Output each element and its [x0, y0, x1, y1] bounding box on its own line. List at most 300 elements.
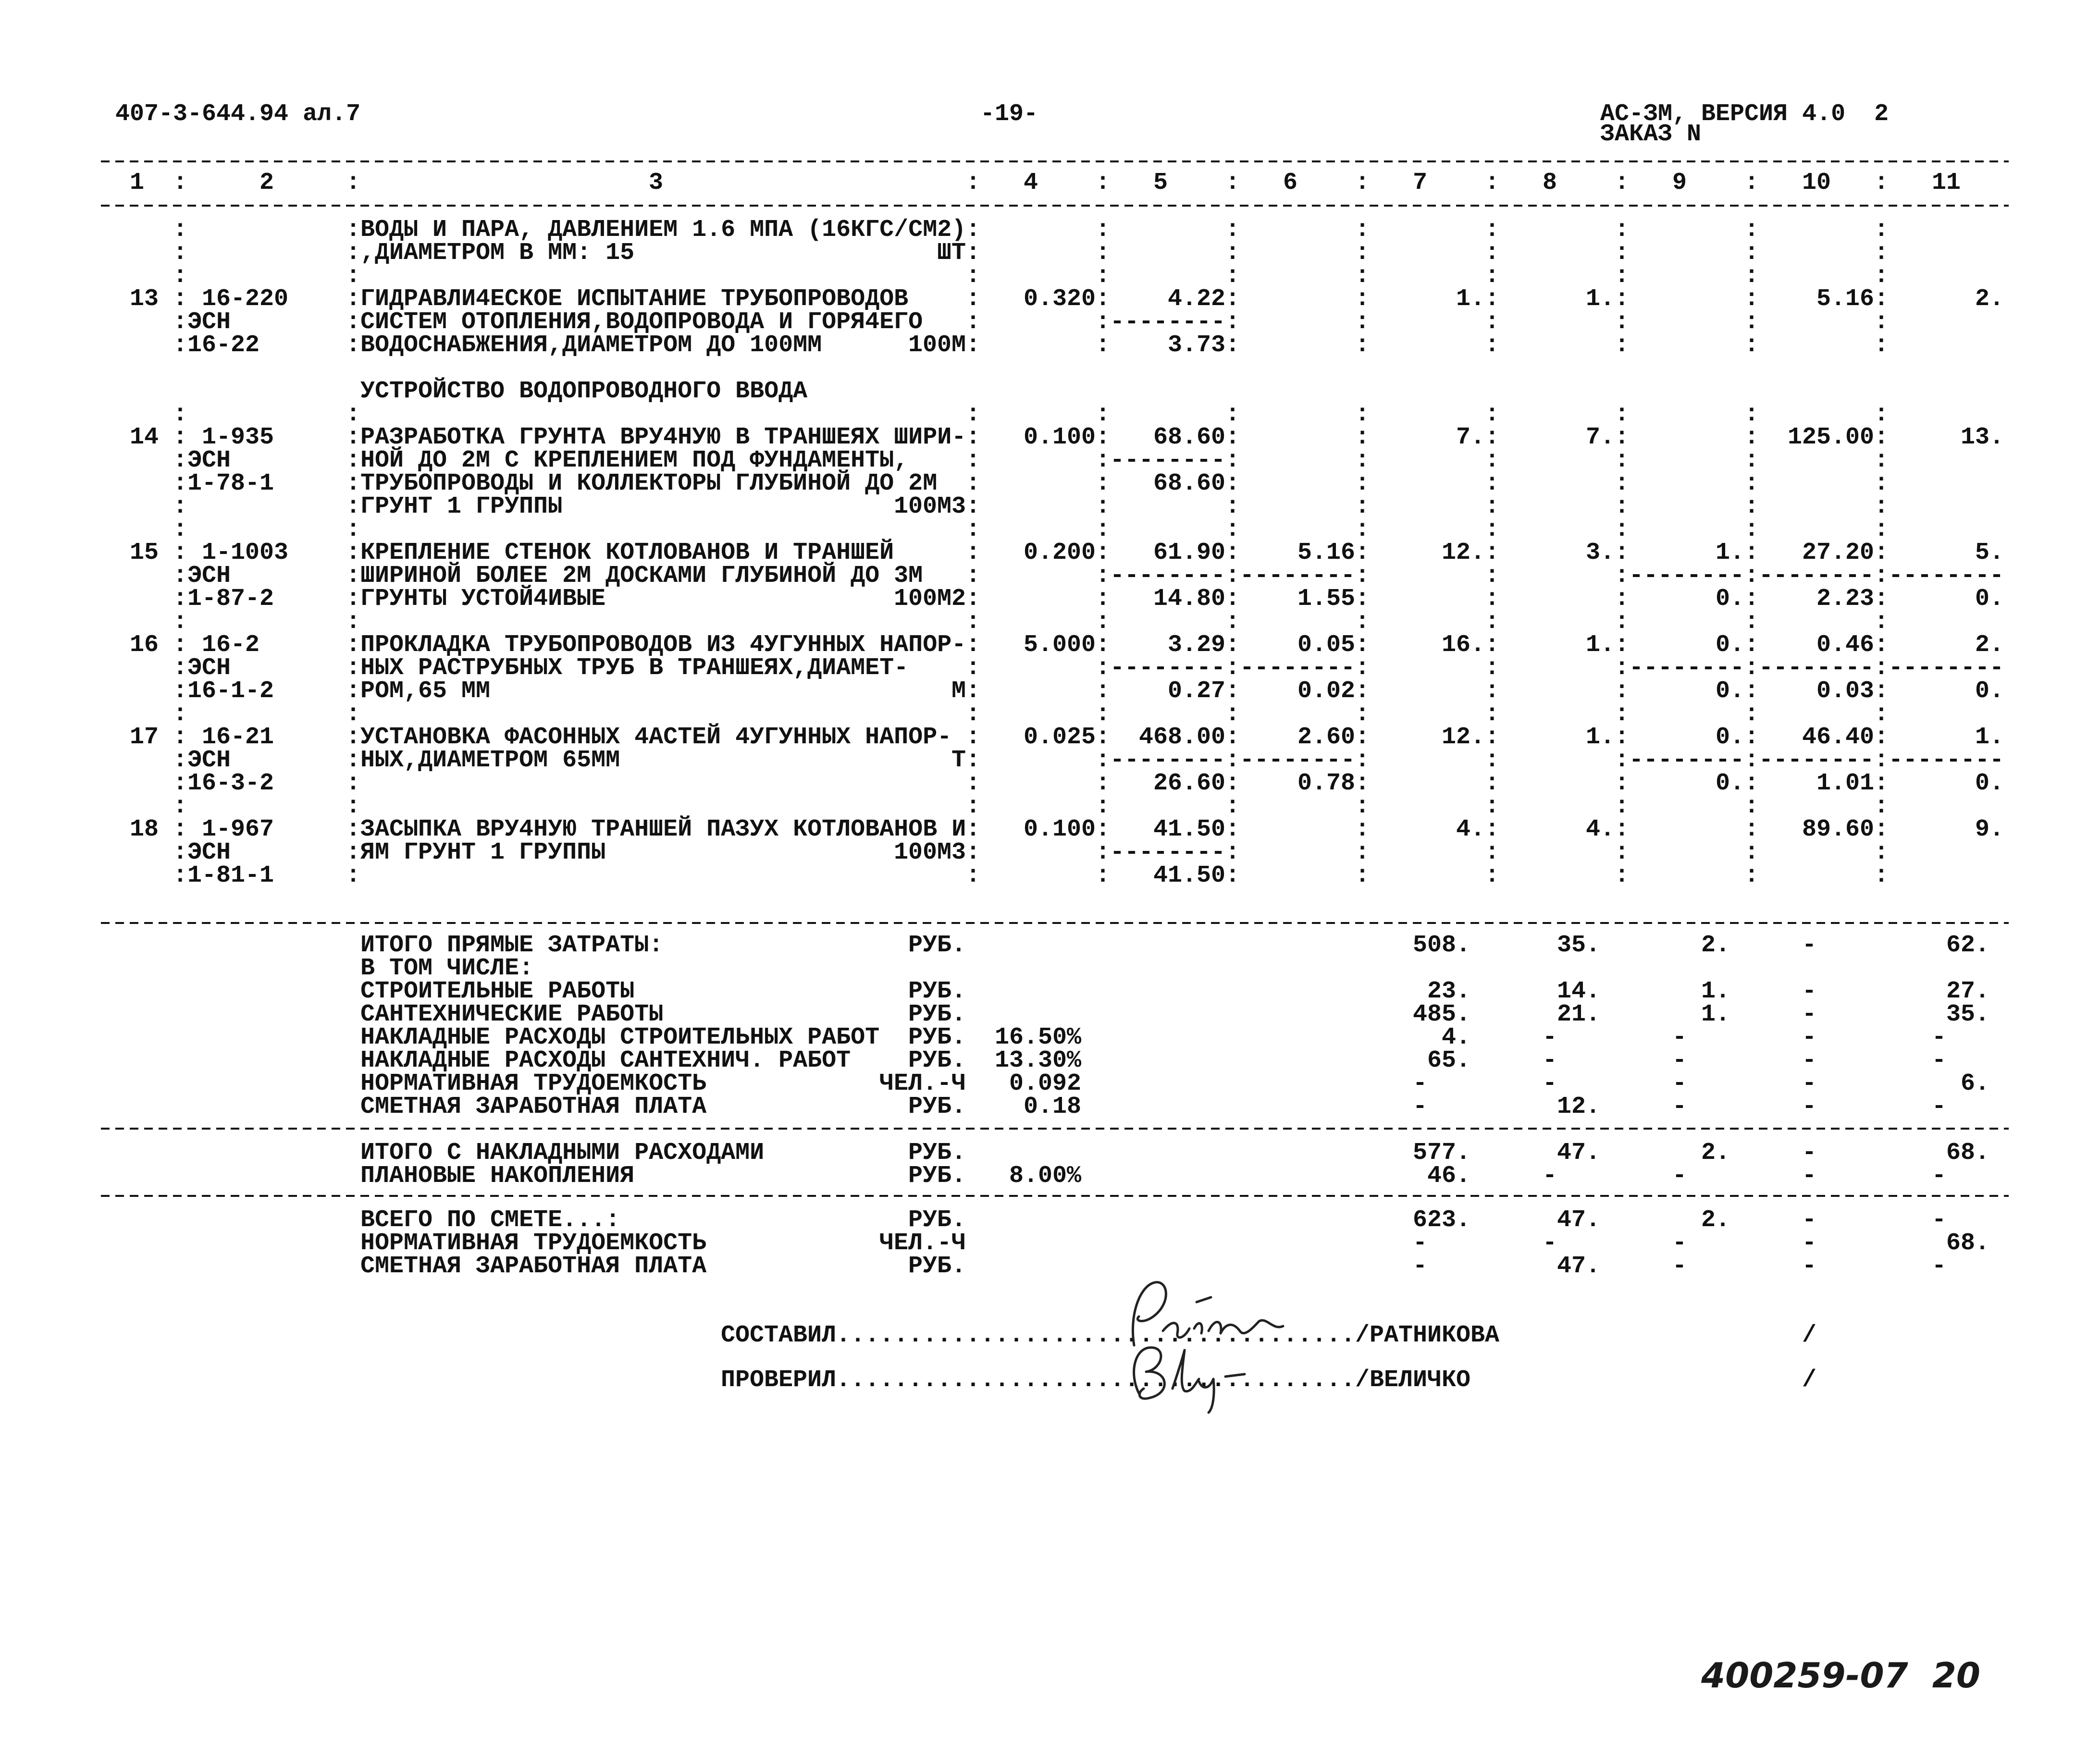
column-separator: : — [1096, 816, 1111, 843]
checked-date-slash: / — [1802, 1366, 1817, 1394]
column-separator: : — [1485, 585, 1500, 613]
totals-value-col-11: 6. — [1960, 1070, 1989, 1097]
totals-value-col-9: - — [1672, 1093, 1687, 1120]
column-number-4: 4 — [1024, 169, 1038, 197]
totals-label: ВСЕГО ПО СМЕТЕ...: — [360, 1206, 620, 1234]
totals-unit: РУБ. — [908, 1047, 966, 1074]
column-separator: : — [966, 308, 981, 336]
column-separator: : — [1355, 470, 1370, 497]
totals-unit: РУБ. — [908, 932, 966, 959]
column-separator: : — [1744, 216, 1759, 244]
totals-label: НАКЛАДНЫЕ РАСХОДЫ СТРОИТЕЛЬНЫХ РАБОТ — [360, 1024, 880, 1051]
column-separator: : — [1355, 631, 1370, 659]
column-separator: : — [1744, 169, 1759, 197]
column-separator: : — [1615, 862, 1630, 889]
totals-value-col-9: 2. — [1701, 932, 1730, 959]
value-col-10: 5.16 — [1816, 285, 1874, 313]
column-separator: : — [1615, 608, 1630, 636]
rate-code: 1-87-2 — [187, 585, 274, 613]
column-separator: : — [346, 539, 361, 566]
value-col-4: 0.025 — [1023, 724, 1096, 751]
column-separator: : — [173, 539, 188, 566]
value-col-6: 0.02 — [1297, 677, 1355, 705]
column-separator: : — [346, 677, 361, 705]
work-description: НЫХ РАСТРУБНЫХ ТРУБ В ТРАНШЕЯХ,ДИАМЕТ- — [360, 654, 909, 682]
totals-unit: РУБ. — [908, 1001, 966, 1028]
column-separator: : — [173, 839, 188, 866]
column-separator: : — [1355, 770, 1370, 797]
value-col-9: 0. — [1715, 677, 1744, 705]
column-separator: : — [173, 262, 188, 290]
column-separator: : — [1225, 516, 1240, 543]
column-separator: : — [966, 493, 981, 520]
column-separator: : — [1485, 539, 1500, 566]
column-separator: : — [1615, 816, 1630, 843]
work-description: ШИРИНОЙ БОЛЕЕ 2М ДОСКАМИ ГЛУБИНОЙ ДО 3М — [360, 562, 923, 590]
column-number-10: 10 — [1802, 169, 1831, 197]
totals-value-col-8: 35. — [1556, 932, 1600, 959]
column-separator: : — [1225, 747, 1240, 774]
totals-value-col-7: - — [1412, 1070, 1427, 1097]
totals-value-col-8: 47. — [1556, 1206, 1600, 1234]
compiled-by-line — [101, 1324, 2009, 1347]
column-separator: : — [346, 285, 361, 313]
value-col-8: 1. — [1585, 724, 1615, 751]
column-separator: : — [1355, 677, 1370, 705]
value-col-8: 1. — [1585, 285, 1615, 313]
value-col-9: 0. — [1715, 724, 1744, 751]
column-separator: : — [966, 285, 981, 313]
compiled-date-slash: / — [1802, 1322, 1817, 1349]
column-separator: : — [1615, 169, 1630, 197]
checked-by-line — [101, 1366, 2009, 1394]
cell-split-dashes: -------- — [1110, 447, 1226, 474]
column-separator: : — [1096, 424, 1111, 451]
column-separator: : — [1355, 262, 1370, 290]
column-separator: : — [346, 608, 361, 636]
value-col-5: 41.50 — [1153, 816, 1225, 843]
column-separator: : — [1096, 285, 1111, 313]
totals-value-col-8: - — [1542, 1162, 1557, 1190]
totals-value-col-9: - — [1672, 1070, 1687, 1097]
value-col-7: 16. — [1441, 631, 1485, 659]
item-17-line — [101, 726, 2009, 749]
totals-unit: РУБ. — [908, 1139, 966, 1167]
totals-label: ИТОГО С НАКЛАДНЫМИ РАСХОДАМИ — [360, 1139, 765, 1167]
totals-row — [101, 1139, 2009, 1167]
work-description: РАЗРАБОТКА ГРУНТА ВРУ4НУЮ В ТРАНШЕЯХ ШИРИ- — [360, 424, 966, 451]
column-separator: : — [966, 401, 981, 428]
unit: 100М2 — [893, 585, 966, 613]
totals-value-col-10: - — [1802, 1139, 1816, 1167]
value-col-5: 14.80 — [1153, 585, 1225, 613]
value-col-10: 27.20 — [1802, 539, 1874, 566]
column-separator: : — [1744, 770, 1759, 797]
column-separator: : — [1225, 816, 1240, 843]
value-col-5: 3.29 — [1167, 631, 1225, 659]
column-separator: : — [1874, 839, 1889, 866]
column-separator: : — [1096, 470, 1111, 497]
totals-row — [101, 957, 2009, 980]
rate-code: ЭСН — [187, 747, 231, 774]
totals-row — [101, 1206, 2009, 1234]
column-separator: : — [1485, 447, 1500, 474]
totals-unit: ЧЕЛ.-Ч — [879, 1230, 966, 1257]
rate-code: ЭСН — [187, 308, 231, 336]
totals-unit: РУБ. — [908, 1162, 966, 1190]
column-separator: : — [1096, 516, 1111, 543]
value-col-9: 0. — [1715, 631, 1744, 659]
divider — [101, 1195, 2009, 1197]
column-separator: : — [1225, 839, 1240, 866]
program-version: АС-ЗМ, ВЕРСИЯ 4.0 2 — [1600, 100, 1889, 128]
work-description: ГИДРАВЛИ4ЕСКОЕ ИСПЫТАНИЕ ТРУБОПРОВОДОВ — [360, 285, 909, 313]
column-number-6: 6 — [1283, 169, 1298, 197]
column-separator: : — [173, 285, 188, 313]
rate-code: 16-220 — [202, 285, 289, 313]
rate-code: 1-1003 — [202, 539, 289, 566]
value-col-9: 0. — [1715, 585, 1744, 613]
value-col-11: 0. — [1975, 677, 2004, 705]
value-col-11: 2. — [1975, 631, 2004, 659]
item-number: 15 — [129, 539, 159, 566]
column-separator: : — [966, 216, 981, 244]
column-separator: : — [1744, 285, 1759, 313]
value-col-7: 1. — [1456, 285, 1485, 313]
totals-value-col-9: 2. — [1701, 1206, 1730, 1234]
cell-split-dashes: -------- — [1629, 747, 1745, 774]
column-separator: : — [173, 654, 188, 682]
column-separator: : — [1874, 493, 1889, 520]
column-separator: : — [1874, 239, 1889, 267]
value-col-7: 7. — [1456, 424, 1485, 451]
totals-row — [101, 1026, 2009, 1049]
column-separator: : — [1874, 262, 1889, 290]
totals-value-col-11: - — [1931, 1047, 1946, 1074]
item-number: 18 — [129, 816, 159, 843]
divider — [101, 205, 2009, 207]
column-separator: : — [1485, 839, 1500, 866]
column-separator: : — [173, 701, 188, 728]
column-separator: : — [346, 862, 361, 889]
column-separator: : — [1355, 654, 1370, 682]
column-separator: : — [1744, 447, 1759, 474]
work-description: ГРУНТ 1 ГРУППЫ — [360, 493, 563, 520]
value-col-11: 0. — [1975, 585, 2004, 613]
value-col-7: 12. — [1441, 539, 1485, 566]
column-number-11: 11 — [1932, 169, 1961, 197]
column-separator: : — [1874, 724, 1889, 751]
totals-unit: РУБ. — [908, 1024, 966, 1051]
column-separator: : — [173, 770, 188, 797]
column-separator: : — [1096, 770, 1111, 797]
totals-row — [101, 1255, 2009, 1278]
checked-name: /ВЕЛИЧКО — [1355, 1366, 1471, 1394]
column-separator: : — [966, 539, 981, 566]
totals-value-col-9: 1. — [1701, 978, 1730, 1005]
column-separator: : — [1615, 332, 1630, 359]
column-separator: : — [1225, 239, 1240, 267]
column-separator: : — [1615, 401, 1630, 428]
column-separator: : — [173, 332, 188, 359]
column-separator: : — [346, 654, 361, 682]
column-separator: : — [173, 793, 188, 820]
column-separator: : — [1096, 401, 1111, 428]
column-number-7: 7 — [1413, 169, 1428, 197]
column-separator: : — [1485, 239, 1500, 267]
column-separator: : — [1355, 562, 1370, 590]
totals-unit: РУБ. — [908, 1253, 966, 1280]
column-separator: : — [966, 839, 981, 866]
column-separator: : — [1615, 470, 1630, 497]
value-col-11: 2. — [1975, 285, 2004, 313]
column-separator: : — [1874, 654, 1889, 682]
totals-value-col-11: 27. — [1946, 978, 1989, 1005]
dot-leader: .................................... — [836, 1366, 1356, 1394]
unit: М — [951, 677, 966, 705]
totals-value-col-9: - — [1672, 1047, 1687, 1074]
column-separator: : — [1874, 677, 1889, 705]
totals-value-col-9: - — [1672, 1024, 1687, 1051]
rate-code: 1-967 — [202, 816, 274, 843]
totals-value-col-8: 14. — [1556, 978, 1600, 1005]
column-separator: : — [1225, 424, 1240, 451]
column-separator: : — [1355, 862, 1370, 889]
column-separator: : — [1744, 631, 1759, 659]
totals-value-col-10: - — [1802, 1093, 1816, 1120]
totals-row — [101, 1003, 2009, 1026]
totals-value-col-8: - — [1542, 1047, 1557, 1074]
totals-value-col-9: 1. — [1701, 1001, 1730, 1028]
column-separator: : — [966, 770, 981, 797]
column-separator: : — [1744, 747, 1759, 774]
totals-value-col-7: 4. — [1441, 1024, 1470, 1051]
column-separator: : — [173, 169, 188, 197]
separator-line — [101, 608, 2009, 636]
totals-row — [101, 934, 2009, 957]
column-separator: : — [1615, 770, 1630, 797]
column-separator: : — [1096, 862, 1111, 889]
signature-checked — [1100, 1341, 1341, 1417]
work-description: НЫХ,ДИАМЕТРОМ 65ММ — [360, 747, 620, 774]
column-separator: : — [1874, 332, 1889, 359]
cell-split-dashes: -------- — [1110, 654, 1226, 682]
column-separator: : — [1355, 585, 1370, 613]
column-separator: : — [1615, 239, 1630, 267]
column-separator: : — [1225, 770, 1240, 797]
column-separator: : — [966, 424, 981, 451]
cell-split-dashes: -------- — [1110, 747, 1226, 774]
cell-split-dashes: -------- — [1110, 839, 1226, 866]
rate-code: ЭСН — [187, 562, 231, 590]
column-separator: : — [1485, 516, 1500, 543]
totals-value-col-10: - — [1802, 1162, 1816, 1190]
column-separator: : — [346, 747, 361, 774]
column-header-row — [101, 169, 2009, 197]
column-separator: : — [1225, 447, 1240, 474]
column-separator: : — [966, 677, 981, 705]
column-separator: : — [1225, 862, 1240, 889]
value-col-7: 4. — [1456, 816, 1485, 843]
totals-value-col-9: - — [1672, 1162, 1687, 1190]
item-13-line — [101, 285, 2009, 313]
totals-value-col-9: 2. — [1701, 1139, 1730, 1167]
item-16-line — [101, 654, 2009, 682]
column-separator: : — [1355, 539, 1370, 566]
rate-code: ЭСН — [187, 447, 231, 474]
column-separator: : — [1615, 516, 1630, 543]
totals-row — [101, 980, 2009, 1003]
totals-label: В ТОМ ЧИСЛЕ: — [360, 955, 534, 982]
page-number: -19- — [980, 100, 1038, 128]
totals-value-col-7: 485. — [1412, 1001, 1470, 1028]
column-separator: : — [1874, 216, 1889, 244]
item-17-line — [101, 749, 2009, 772]
column-separator: : — [1744, 262, 1759, 290]
column-separator: : — [1096, 216, 1111, 244]
column-separator: : — [1355, 839, 1370, 866]
value-col-5: 4.22 — [1167, 285, 1225, 313]
totals-value-col-7: 623. — [1412, 1206, 1470, 1234]
column-separator: : — [173, 585, 188, 613]
column-separator: : — [1096, 239, 1111, 267]
column-separator: : — [1225, 262, 1240, 290]
value-col-9: 0. — [1715, 770, 1744, 797]
column-separator: : — [1615, 585, 1630, 613]
column-separator: : — [1615, 424, 1630, 451]
column-separator: : — [1225, 585, 1240, 613]
value-col-5: 68.60 — [1153, 470, 1225, 497]
totals-rate: 8.00% — [1009, 1162, 1081, 1190]
unit: Т — [951, 747, 966, 774]
column-separator: : — [1096, 631, 1111, 659]
column-separator: : — [1744, 585, 1759, 613]
column-separator: : — [966, 332, 981, 359]
cell-split-dashes: -------- — [1759, 562, 1875, 590]
value-col-9: 1. — [1715, 539, 1744, 566]
column-separator: : — [1744, 516, 1759, 543]
column-separator: : — [173, 493, 188, 520]
totals-row — [101, 1072, 2009, 1095]
column-separator: : — [1096, 839, 1111, 866]
column-separator: : — [1355, 608, 1370, 636]
column-separator: : — [1744, 424, 1759, 451]
work-description: КРЕПЛЕНИЕ СТЕНОК КОТЛОВАНОВ И ТРАНШЕЙ — [360, 539, 894, 566]
value-col-11: 1. — [1975, 724, 2004, 751]
column-separator: : — [1096, 747, 1111, 774]
cell-split-dashes: -------- — [1759, 747, 1875, 774]
totals-value-col-10: - — [1802, 1253, 1816, 1280]
totals-value-col-10: - — [1802, 978, 1816, 1005]
rate-code: 1-81-1 — [187, 862, 274, 889]
column-number-2: 2 — [259, 169, 274, 197]
column-separator: : — [1355, 747, 1370, 774]
column-separator: : — [1096, 539, 1111, 566]
column-separator: : — [346, 793, 361, 820]
totals-value-col-10: - — [1802, 1001, 1816, 1028]
column-separator: : — [173, 562, 188, 590]
value-col-5: 3.73 — [1167, 332, 1225, 359]
totals-value-col-11: - — [1931, 1206, 1946, 1234]
value-col-11: 13. — [1960, 424, 2004, 451]
column-separator: : — [1355, 816, 1370, 843]
column-separator: : — [346, 401, 361, 428]
column-separator: : — [1355, 332, 1370, 359]
column-separator: : — [173, 239, 188, 267]
item-number: 14 — [129, 424, 159, 451]
column-number-1: 1 — [130, 169, 145, 197]
column-separator: : — [966, 793, 981, 820]
column-separator: : — [1485, 401, 1500, 428]
cell-split-dashes: -------- — [1889, 747, 2004, 774]
column-separator: : — [173, 677, 188, 705]
column-separator: : — [1615, 262, 1630, 290]
column-separator: : — [1744, 493, 1759, 520]
column-separator: : — [1225, 493, 1240, 520]
column-separator: : — [1225, 724, 1240, 751]
work-description: ТРУБОПРОВОДЫ И КОЛЛЕКТОРЫ ГЛУБИНОЙ ДО 2М — [360, 470, 938, 497]
column-separator: : — [1744, 677, 1759, 705]
continuation-line — [101, 239, 2009, 267]
totals-value-col-10: - — [1802, 1230, 1816, 1257]
column-separator: : — [966, 631, 981, 659]
totals-value-col-11: 35. — [1946, 1001, 1989, 1028]
column-separator: : — [1485, 654, 1500, 682]
rate-code: 16-21 — [202, 724, 274, 751]
totals-label: СТРОИТЕЛЬНЫЕ РАБОТЫ — [360, 978, 635, 1005]
column-separator: : — [173, 470, 188, 497]
column-separator: : — [1225, 608, 1240, 636]
column-separator: : — [1485, 285, 1500, 313]
column-separator: : — [1874, 747, 1889, 774]
item-15-line — [101, 562, 2009, 590]
column-separator: : — [1096, 724, 1111, 751]
column-separator: : — [1615, 285, 1630, 313]
column-separator: : — [1355, 424, 1370, 451]
column-separator: : — [1744, 539, 1759, 566]
compiled-label: СОСТАВИЛ — [721, 1322, 837, 1349]
column-separator: : — [966, 562, 981, 590]
column-separator: : — [346, 585, 361, 613]
totals-rate: 13.30% — [994, 1047, 1081, 1074]
separator-line — [101, 403, 2009, 426]
column-separator: : — [1355, 239, 1370, 267]
totals-value-col-9: - — [1672, 1230, 1687, 1257]
column-separator: : — [173, 631, 188, 659]
divider — [101, 1128, 2009, 1130]
column-separator: : — [1355, 447, 1370, 474]
column-separator: : — [1615, 724, 1630, 751]
value-col-11: 5. — [1975, 539, 2004, 566]
column-separator: : — [1615, 677, 1630, 705]
item-14-line — [101, 449, 2009, 472]
cell-split-dashes: -------- — [1629, 654, 1745, 682]
column-separator: : — [1355, 701, 1370, 728]
totals-value-col-7: - — [1412, 1230, 1427, 1257]
item-number: 16 — [129, 631, 159, 659]
column-separator: : — [1096, 677, 1111, 705]
work-description: ГРУНТЫ УСТОЙ4ИВЫЕ — [360, 585, 606, 613]
totals-label: ПЛАНОВЫЕ НАКОПЛЕНИЯ — [360, 1162, 635, 1190]
totals-value-col-10: - — [1802, 1047, 1816, 1074]
column-separator: : — [346, 447, 361, 474]
divider — [101, 922, 2009, 924]
value-col-5: 41.50 — [1153, 862, 1225, 889]
column-separator: : — [1225, 308, 1240, 336]
column-separator: : — [966, 585, 981, 613]
column-separator: : — [1096, 608, 1111, 636]
column-separator: : — [1096, 493, 1111, 520]
